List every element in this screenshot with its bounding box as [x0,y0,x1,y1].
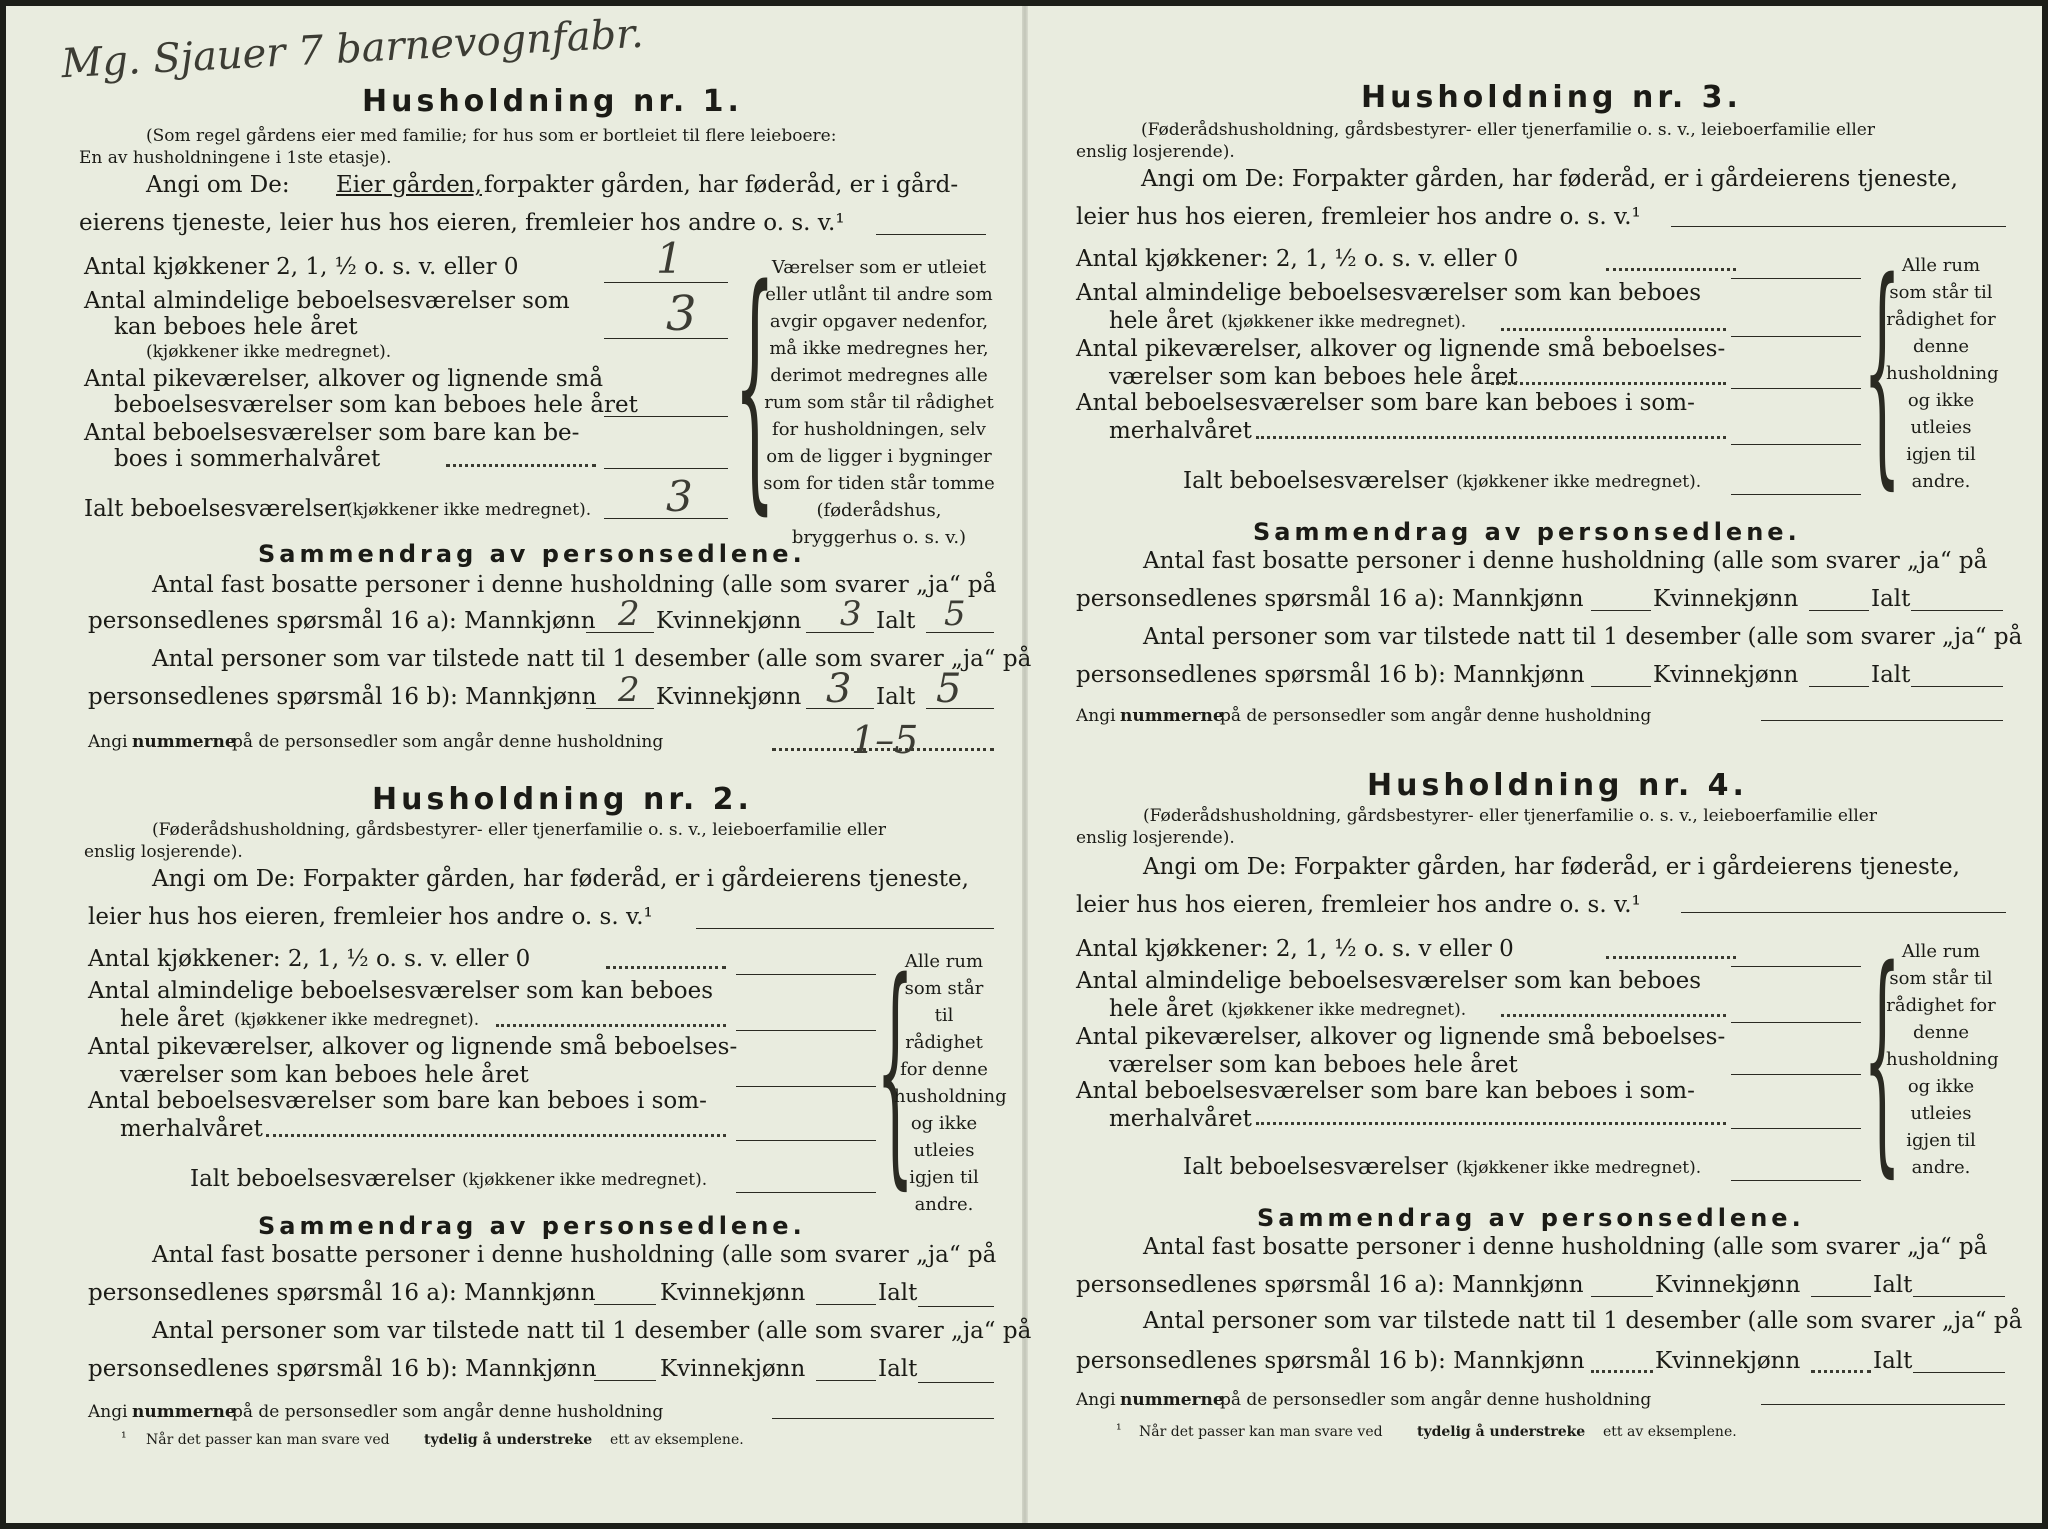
household-3-summer-1: Antal beboelsesværelser som bare kan beboes i som- [1076,390,1695,416]
household-2-rooms-2: hele året [120,1006,225,1032]
household-2-maid-2: værelser som kan beboes hele året [120,1062,529,1088]
household-1-total-value: 3 [666,472,693,521]
household-2-brace: { [876,930,915,1210]
household-2-numbers-bold: nummerne [132,1402,236,1422]
household-1-answer-owner: Eier gården, [336,172,482,198]
household-1-title: Husholdning nr. 1. [362,84,743,119]
household-3-maid-1: Antal pikeværelser, alkover og lignende små beboelses- [1076,336,1726,362]
household-2-fast-1: Antal fast bosatte personer i denne husholdning (alle som svarer „ja“ på [152,1242,997,1268]
household-2-question-2: leier hus hos eieren, fremleier hos andre o. s. v.¹ [88,904,653,930]
household-3-summer-2: merhalvåret [1109,418,1252,444]
household-2-kitchens: Antal kjøkkener: 2, 1, ½ o. s. v. eller 0 [88,946,531,972]
household-4-fast-2: personsedlenes spørsmål 16 a): Mannkjønn [1076,1272,1584,1298]
footnote-right-text-c: ett av eksemplene. [1603,1424,1737,1440]
household-1-fast-total-value: 5 [944,594,966,634]
household-1-summary-title: Sammendrag av personsedlene. [258,540,806,568]
household-3-present-2: personsedlenes spørsmål 16 b): Mannkjønn [1076,662,1585,688]
household-1-fast-male-value: 2 [618,594,640,634]
household-2-rooms-1: Antal almindelige beboelsesværelser som kan beboes [88,978,714,1004]
household-1-fast-2: personsedlenes spørsmål 16 a): Mannkjønn [88,608,596,634]
household-1-question-2: eierens tjeneste, leier hus hos eieren, fremleier hos andre o. s. v.¹ [79,210,845,236]
household-4-brace: { [1863,918,1902,1198]
household-2-fast-female-label: Kvinnekjønn [660,1280,806,1306]
household-1-fast-female-label: Kvinnekjønn [656,608,802,634]
left-page [6,6,1032,1523]
household-1-kitchens-value: 1 [656,234,683,283]
household-1-rooms-3: (kjøkkener ikke medregnet). [146,342,392,362]
household-4-numbers-bold: nummerne [1120,1390,1224,1410]
household-4-maid-1: Antal pikeværelser, alkover og lignende små beboelses- [1076,1024,1726,1050]
household-1-numbers-angi: Angi [88,732,128,752]
footnote-left-text-b: tydelig å understreke [424,1432,593,1448]
household-1-total: Ialt beboelsesværelser [84,496,349,522]
household-2-total-note: (kjøkkener ikke medregnet). [462,1170,708,1190]
household-3-maid-2: værelser som kan beboes hele året [1109,364,1518,390]
household-1-numbers-value: 1–5 [851,718,919,762]
household-2-total: Ialt beboelsesværelser [190,1166,455,1192]
footnote-right-text-b: tydelig å understreke [1417,1424,1586,1440]
footnote-right-text-a: Når det passer kan man svare ved [1139,1424,1383,1440]
household-2-question-1: Angi om De: Forpakter gården, har føderåd, er i gårdeierens tjeneste, [152,866,969,892]
household-3-present-1: Antal personer som var tilstede natt til 1 desember (alle som svarer „ja“ på [1143,624,2023,650]
household-3-total-note: (kjøkkener ikke medregnet). [1456,472,1702,492]
household-3-fast-1: Antal fast bosatte personer i denne husholdning (alle som svarer „ja“ på [1143,548,1988,574]
household-1-summer-2: boes i sommerhalvåret [114,446,381,472]
household-4-fast-total-label: Ialt [1873,1272,1913,1298]
household-3-fast-2: personsedlenes spørsmål 16 a): Mannkjønn [1076,586,1584,612]
household-1-present-2: personsedlenes spørsmål 16 b): Mannkjønn [88,684,597,710]
household-3-total: Ialt beboelsesværelser [1183,468,1448,494]
household-1-maid-1: Antal pikeværelser, alkover og lignende små [84,366,604,392]
household-3-present-total-label: Ialt [1871,662,1911,688]
household-3-side-note: Alle rum som står til rådighet for denne husholdning og ikke utleies igjen til andre. [1886,255,1999,492]
household-3-brace: { [1863,230,1902,510]
household-4-side-note: Alle rum som står til rådighet for denne husholdning og ikke utleies igjen til andre. [1886,941,1999,1178]
household-2-numbers-text: på de personsedler som angår denne husholdning [232,1402,664,1422]
household-3-summary-title: Sammendrag av personsedlene. [1253,518,1801,546]
household-2-summary-title: Sammendrag av personsedlene. [258,1212,806,1240]
household-4-title: Husholdning nr. 4. [1367,768,1748,803]
household-4-total-note: (kjøkkener ikke medregnet). [1456,1158,1702,1178]
household-4-note-1: (Føderådshusholdning, gårdsbestyrer- eller tjenerfamilie o. s. v., leieboerfamilie eller [1143,806,1877,826]
household-3-note-1: (Føderådshusholdning, gårdsbestyrer- eller tjenerfamilie o. s. v., leieboerfamilie eller [1141,120,1875,140]
household-3-note-2: enslig losjerende). [1076,142,1235,162]
household-4-rooms-3: (kjøkkener ikke medregnet). [1221,1000,1467,1020]
household-3-title: Husholdning nr. 3. [1361,80,1742,115]
household-3-rooms-1: Antal almindelige beboelsesværelser som kan beboes [1076,280,1702,306]
household-2-present-female-label: Kvinnekjønn [660,1356,806,1382]
footnote-left-text-c: ett av eksemplene. [610,1432,744,1448]
household-4-summer-2: merhalvåret [1109,1106,1252,1132]
household-2-side-note: Alle rum som står til rådighet for denne husholdning og ikke utleies igjen til andre. [894,951,1007,1215]
household-2-summer-1: Antal beboelsesværelser som bare kan beboes i som- [88,1088,707,1114]
household-3-fast-female-label: Kvinnekjønn [1653,586,1799,612]
footnote-right-mark: ¹ [1116,1422,1122,1438]
household-4-present-2: personsedlenes spørsmål 16 b): Mannkjønn [1076,1348,1585,1374]
household-1-fast-female-value: 3 [840,594,862,634]
household-4-numbers-angi: Angi [1076,1390,1116,1410]
household-4-fast-1: Antal fast bosatte personer i denne husholdning (alle som svarer „ja“ på [1143,1234,1988,1260]
household-1-kitchens: Antal kjøkkener 2, 1, ½ o. s. v. eller 0 [84,254,519,280]
household-1-present-total-value: 5 [936,666,962,712]
household-2-maid-1: Antal pikeværelser, alkover og lignende små beboelses- [88,1034,738,1060]
household-1-present-female-value: 3 [826,666,852,712]
household-1-note-1: (Som regel gårdens eier med familie; for hus som er bortleiet til flere leieboere: [146,126,837,146]
household-3-fast-total-label: Ialt [1871,586,1911,612]
household-1-rooms-value: 3 [666,286,697,342]
household-1-question-1c: forpakter gården, har føderåd, er i gård- [484,172,959,198]
household-3-question-1: Angi om De: Forpakter gården, har føderåd, er i gårdeierens tjeneste, [1141,166,1958,192]
household-4-kitchens: Antal kjøkkener: 2, 1, ½ o. s. v eller 0 [1076,936,1514,962]
household-3-rooms-2: hele året [1109,308,1214,334]
household-1-maid-2: beboelsesværelser som kan beboes hele året [114,392,638,418]
census-sheet [6,6,2042,1523]
household-4-maid-2: værelser som kan beboes hele året [1109,1052,1518,1078]
household-4-summary-title: Sammendrag av personsedlene. [1257,1204,1805,1232]
household-1-fast-total-label: Ialt [876,608,916,634]
footnote-left-mark: ¹ [121,1430,127,1446]
household-4-summer-1: Antal beboelsesværelser som bare kan beboes i som- [1076,1078,1695,1104]
household-4-rooms-2: hele året [1109,996,1214,1022]
household-4-present-female-label: Kvinnekjønn [1655,1348,1801,1374]
household-2-summer-2: merhalvåret [120,1116,263,1142]
household-1-numbers-text: på de personsedler som angår denne husholdning [232,732,664,752]
household-4-present-1: Antal personer som var tilstede natt til 1 desember (alle som svarer „ja“ på [1143,1308,2023,1334]
household-1-note-2: En av husholdningene i 1ste etasje). [79,148,392,168]
household-1-present-total-label: Ialt [876,684,916,710]
household-2-title: Husholdning nr. 2. [372,782,753,817]
household-2-rooms-3: (kjøkkener ikke medregnet). [234,1010,480,1030]
household-1-rooms-2: kan beboes hele året [114,314,358,340]
household-4-total: Ialt beboelsesværelser [1183,1154,1448,1180]
household-1-present-female-label: Kvinnekjønn [656,684,802,710]
household-2-fast-total-label: Ialt [878,1280,918,1306]
household-2-present-2: personsedlenes spørsmål 16 b): Mannkjønn [88,1356,597,1382]
household-4-numbers-text: på de personsedler som angår denne husholdning [1220,1390,1652,1410]
household-2-present-total-label: Ialt [878,1356,918,1382]
household-2-fast-2: personsedlenes spørsmål 16 a): Mannkjønn [88,1280,596,1306]
household-1-fast-1: Antal fast bosatte personer i denne husholdning (alle som svarer „ja“ på [152,572,997,598]
household-1-present-male-value: 2 [618,670,640,710]
household-3-numbers-bold: nummerne [1120,706,1224,726]
household-1-question-1a: Angi om De: [146,172,290,198]
household-2-numbers-angi: Angi [88,1402,128,1422]
household-3-kitchens: Antal kjøkkener: 2, 1, ½ o. s. v. eller 0 [1076,246,1519,272]
household-3-numbers-text: på de personsedler som angår denne husholdning [1220,706,1652,726]
household-1-brace: { [734,235,776,537]
household-4-note-2: enslig losjerende). [1076,828,1235,848]
handwritten-header: Mg. Sjauer 7 barnevognfabr. [60,10,645,88]
household-1-side-note: Værelser som er utleiet eller utlånt til andre som avgir opgaver nedenfor, må ikke medregnes her, derimot medregnes alle rum som står til rådighet for husholdningen, selv om de ligger i bygninger som for tiden står tomme (føderådshus, bryggerhus o. s. v.) [763,257,995,548]
household-4-question-2: leier hus hos eieren, fremleier hos andre o. s. v.¹ [1076,892,1641,918]
footnote-left-text-a: Når det passer kan man svare ved [146,1432,390,1448]
household-2-note-1: (Føderådshusholdning, gårdsbestyrer- eller tjenerfamilie o. s. v., leieboerfamilie eller [152,820,886,840]
household-3-rooms-3: (kjøkkener ikke medregnet). [1221,312,1467,332]
household-1-summer-1: Antal beboelsesværelser som bare kan be- [84,420,580,446]
right-page [1031,6,2042,1523]
household-4-rooms-1: Antal almindelige beboelsesværelser som kan beboes [1076,968,1702,994]
household-4-fast-female-label: Kvinnekjønn [1655,1272,1801,1298]
household-4-question-1: Angi om De: Forpakter gården, har føderåd, er i gårdeierens tjeneste, [1143,854,1960,880]
household-3-numbers-angi: Angi [1076,706,1116,726]
household-1-present-1: Antal personer som var tilstede natt til 1 desember (alle som svarer „ja“ på [152,646,1032,672]
household-3-question-2: leier hus hos eieren, fremleier hos andre o. s. v.¹ [1076,204,1641,230]
household-3-present-female-label: Kvinnekjønn [1653,662,1799,688]
household-1-numbers-bold: nummerne [132,732,236,752]
household-1-total-note: (kjøkkener ikke medregnet). [346,500,592,520]
household-4-present-total-label: Ialt [1873,1348,1913,1374]
household-2-present-1: Antal personer som var tilstede natt til 1 desember (alle som svarer „ja“ på [152,1318,1032,1344]
household-2-note-2: enslig losjerende). [84,842,243,862]
household-1-rooms-1: Antal almindelige beboelsesværelser som [84,288,570,314]
